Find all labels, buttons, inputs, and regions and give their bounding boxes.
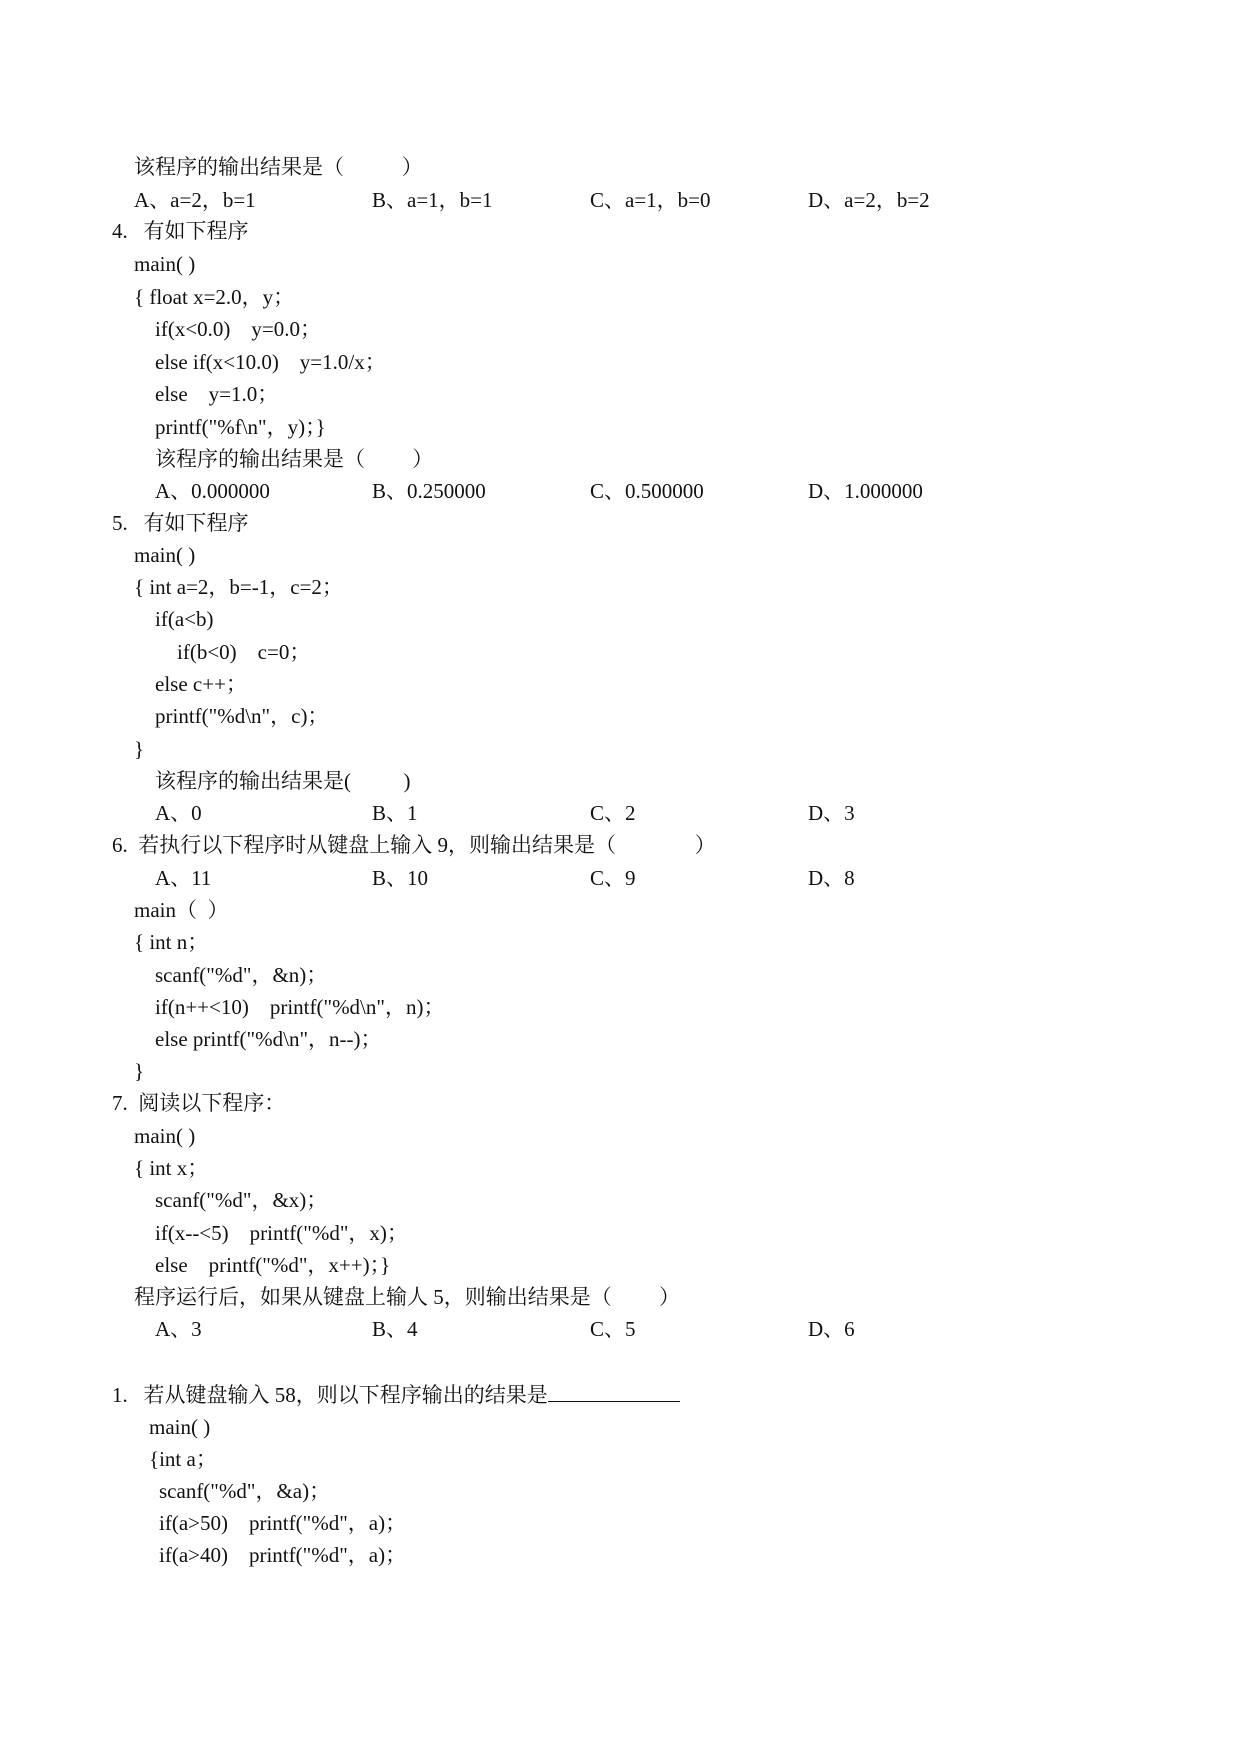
q7-code-line: scanf("%d"，&x)；	[155, 1188, 328, 1212]
fill1-code-line: scanf("%d"，&a)；	[159, 1479, 331, 1503]
q4-option-b: B、0.250000	[372, 479, 486, 503]
q6-code-line: if(n++<10) printf("%d\n"，n)；	[155, 995, 445, 1019]
q5-code-line: if(a<b)	[155, 607, 214, 631]
q5-code-line: else c++；	[155, 672, 247, 696]
q5-option-b: B、1	[372, 801, 418, 825]
q6-code-line: else printf("%d\n"，n--)；	[155, 1027, 382, 1051]
q4-option-d: D、1.000000	[808, 479, 923, 503]
q3-option-c: C、a=1，b=0	[590, 188, 711, 212]
answer-blank[interactable]	[548, 1381, 680, 1402]
q5-option-d: D、3	[808, 801, 855, 825]
q7-code-line: else printf("%d"，x++)；}	[155, 1253, 391, 1277]
q4-code-line: else if(x<10.0) y=1.0/x；	[155, 350, 386, 374]
q3-prompt: 该程序的输出结果是（ ）	[134, 155, 423, 179]
q7-option-d: D、6	[808, 1317, 855, 1341]
q7-code-line: main( )	[134, 1124, 196, 1148]
q6-option-c: C、9	[590, 866, 636, 890]
fill1-code-line: {int a；	[149, 1447, 217, 1471]
q6-code-line: { int n；	[134, 930, 209, 954]
q7-option-b: B、4	[372, 1317, 418, 1341]
q3-option-b: B、a=1，b=1	[372, 188, 493, 212]
fill1-title: 1. 若从键盘输入 58，则以下程序输出的结果是	[112, 1383, 548, 1407]
q5-prompt: 该程序的输出结果是( )	[155, 769, 411, 793]
q7-option-a: A、3	[155, 1317, 202, 1341]
q7-prompt: 程序运行后，如果从键盘上输人 5，则输出结果是（ ）	[134, 1285, 680, 1309]
q6-code-line: scanf("%d"，&n)；	[155, 963, 328, 987]
q5-code-line: { int a=2，b=-1，c=2；	[134, 575, 343, 599]
fill1-code-line: if(a>50) printf("%d"，a)；	[159, 1511, 407, 1535]
q7-code-line: { int x；	[134, 1156, 209, 1180]
q6-option-a: A、11	[155, 866, 212, 890]
q7-option-c: C、5	[590, 1317, 636, 1341]
fill1-code-line: main( )	[149, 1415, 211, 1439]
q5-code-line: main( )	[134, 543, 196, 567]
q5-option-a: A、0	[155, 801, 202, 825]
q4-code-line: { float x=2.0，y；	[134, 285, 295, 309]
q4-title: 4. 有如下程序	[112, 219, 249, 243]
q5-code-line: printf("%d\n"，c)；	[155, 704, 329, 728]
fill1-code-line: if(a>40) printf("%d"，a)；	[159, 1543, 407, 1567]
q6-code-line: }	[134, 1059, 145, 1083]
q4-prompt: 该程序的输出结果是（ ）	[155, 447, 434, 471]
q5-title: 5. 有如下程序	[112, 511, 249, 535]
q3-option-a: A、a=2，b=1	[134, 188, 256, 212]
q4-code-line: printf("%f\n"，y)；}	[155, 415, 326, 439]
q4-code-line: if(x<0.0) y=0.0；	[155, 317, 322, 341]
q4-code-line: else y=1.0；	[155, 382, 279, 406]
q3-option-d: D、a=2，b=2	[808, 188, 930, 212]
q5-option-c: C、2	[590, 801, 636, 825]
q7-code-line: if(x--<5) printf("%d"，x)；	[155, 1221, 408, 1245]
q4-option-c: C、0.500000	[590, 479, 704, 503]
q6-option-d: D、8	[808, 866, 855, 890]
q4-option-a: A、0.000000	[155, 479, 270, 503]
fill1-title-row	[112, 1381, 680, 1407]
q5-code-line: if(b<0) c=0；	[177, 640, 311, 664]
q7-title: 7. 阅读以下程序：	[112, 1091, 286, 1115]
q5-code-line: }	[134, 737, 145, 761]
q4-code-line: main( )	[134, 252, 196, 276]
q6-option-b: B、10	[372, 866, 429, 890]
q6-title: 6. 若执行以下程序时从键盘上输入 9，则输出结果是（ ）	[112, 833, 716, 857]
q6-code-line: main（ ）	[134, 898, 229, 922]
